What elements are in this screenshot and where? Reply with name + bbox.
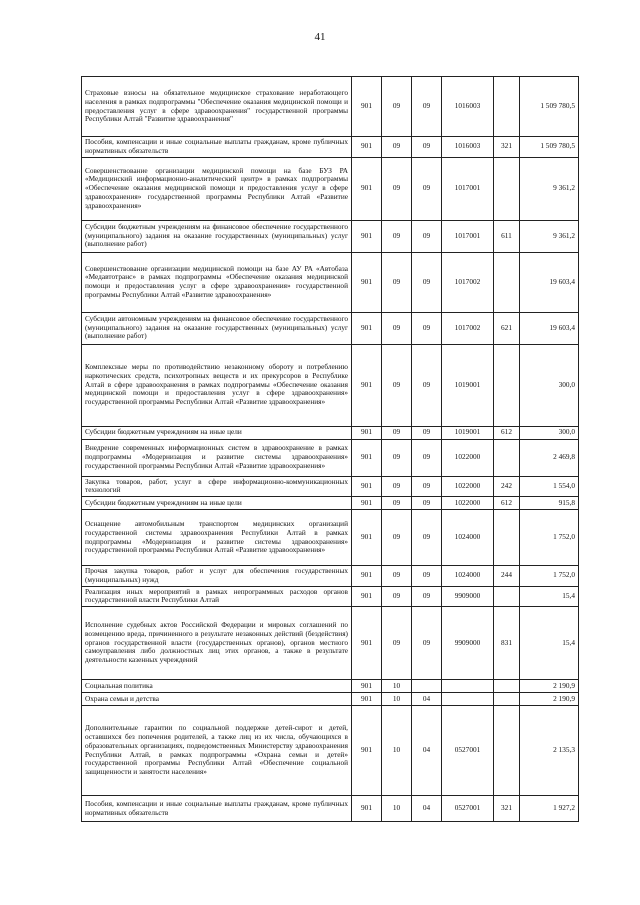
- section-code: 09: [382, 566, 412, 587]
- table-row: [82, 796, 579, 822]
- section-code: 09: [382, 220, 412, 252]
- target-article-code: 1016003: [442, 77, 494, 137]
- subsection-code: 09: [412, 312, 442, 344]
- department-code: 901: [352, 510, 382, 566]
- department-code: 901: [352, 796, 382, 822]
- department-code: 901: [352, 344, 382, 426]
- department-code: 901: [352, 607, 382, 680]
- target-article-code: 1017001: [442, 157, 494, 220]
- subsection-code: 09: [412, 510, 442, 566]
- target-article-code: [442, 693, 494, 706]
- section-code: 10: [382, 796, 412, 822]
- expense-description: Дополнительные гарантии по социальной поддержке детей-сирот и детей, оставшихся без попечения родителей, а также лиц из их числа, обучающихся в образовательных организациях, подведомственных Министерству здравоохранения Республики Алтай, в рамках подпрограммы «Охрана семьи и детей» государственной программы Республики Алтай «Обеспечение социальной защищенности и занятости населения»: [82, 706, 352, 796]
- section-code: 09: [382, 439, 412, 476]
- expense-description: Совершенствование организации медицинской помощи на базе БУЗ РА «Медицинский информационно-аналитический центр» в рамках подпрограммы «Обеспечение оказания медицинской помощи и предоставления услуг в сфере здравоохранения» государственной программы Республики Алтай «Развитие здравоохранения»: [82, 157, 352, 220]
- amount: 15,4: [520, 607, 579, 680]
- table-row: [82, 607, 579, 680]
- target-article-code: 9909000: [442, 607, 494, 680]
- section-code: 09: [382, 312, 412, 344]
- section-code: 09: [382, 510, 412, 566]
- table-row: [82, 137, 579, 158]
- section-code: 09: [382, 77, 412, 137]
- table-row: [82, 476, 579, 497]
- subsection-code: 04: [412, 706, 442, 796]
- expense-type-code: [494, 693, 520, 706]
- subsection-code: 09: [412, 426, 442, 439]
- expense-description: Пособия, компенсации и иные социальные выплаты гражданам, кроме публичных нормативных обязательств: [82, 137, 352, 158]
- section-code: 09: [382, 497, 412, 510]
- expense-type-code: [494, 157, 520, 220]
- expense-type-code: 321: [494, 796, 520, 822]
- expense-type-code: 242: [494, 476, 520, 497]
- expense-type-code: 611: [494, 220, 520, 252]
- section-code: 10: [382, 680, 412, 693]
- expense-description: Комплексные меры по противодействию незаконному обороту и потреблению наркотических средств, психотропных веществ и их прекурсоров в Республике Алтай в сфере здравоохранения в рамках подпрограммы «Обеспечение оказания медицинской помощи и предоставления услуг в сфере здравоохранения» государственной программы Республики Алтай «Развитие здравоохранения»: [82, 344, 352, 426]
- expense-type-code: [494, 680, 520, 693]
- subsection-code: 09: [412, 77, 442, 137]
- table-row: [82, 586, 579, 607]
- expense-type-code: 831: [494, 607, 520, 680]
- expense-description: Прочая закупка товаров, работ и услуг для обеспечения государственных (муниципальных) нужд: [82, 566, 352, 587]
- table-row: [82, 426, 579, 439]
- subsection-code: 09: [412, 220, 442, 252]
- target-article-code: 9909000: [442, 586, 494, 607]
- section-code: 09: [382, 344, 412, 426]
- department-code: 901: [352, 252, 382, 312]
- expense-type-code: [494, 439, 520, 476]
- subsection-code: 09: [412, 586, 442, 607]
- department-code: 901: [352, 220, 382, 252]
- target-article-code: 0527001: [442, 706, 494, 796]
- expense-type-code: 321: [494, 137, 520, 158]
- amount: 300,0: [520, 426, 579, 439]
- amount: 1 752,0: [520, 510, 579, 566]
- expense-type-code: 612: [494, 497, 520, 510]
- department-code: 901: [352, 137, 382, 158]
- subsection-code: 09: [412, 137, 442, 158]
- table-row: [82, 252, 579, 312]
- amount: 1 752,0: [520, 566, 579, 587]
- department-code: 901: [352, 706, 382, 796]
- table-body: [82, 77, 579, 822]
- target-article-code: 1019001: [442, 426, 494, 439]
- table-row: [82, 220, 579, 252]
- table-row: [82, 510, 579, 566]
- target-article-code: 1024000: [442, 566, 494, 587]
- table-row: [82, 77, 579, 137]
- target-article-code: 1017002: [442, 312, 494, 344]
- expense-description: Социальная политика: [82, 680, 352, 693]
- expense-description: Охрана семьи и детства: [82, 693, 352, 706]
- target-article-code: 1022000: [442, 439, 494, 476]
- target-article-code: 0527001: [442, 796, 494, 822]
- department-code: 901: [352, 680, 382, 693]
- amount: 2 190,9: [520, 693, 579, 706]
- amount: 2 469,8: [520, 439, 579, 476]
- section-code: 09: [382, 426, 412, 439]
- amount: 915,8: [520, 497, 579, 510]
- department-code: 901: [352, 312, 382, 344]
- department-code: 901: [352, 476, 382, 497]
- subsection-code: 09: [412, 439, 442, 476]
- expense-type-code: [494, 344, 520, 426]
- section-code: 09: [382, 476, 412, 497]
- section-code: 09: [382, 607, 412, 680]
- target-article-code: 1022000: [442, 476, 494, 497]
- expense-description: Субсидии автономным учреждениям на финансовое обеспечение государственного (муниципального) задания на оказание государственных (муниципальных) услуг (выполнение работ): [82, 312, 352, 344]
- target-article-code: 1017001: [442, 220, 494, 252]
- expense-type-code: 621: [494, 312, 520, 344]
- expense-description: Закупка товаров, работ, услуг в сфере информационно-коммуникационных технологий: [82, 476, 352, 497]
- table-row: [82, 312, 579, 344]
- amount: 9 361,2: [520, 157, 579, 220]
- page-number: 41: [314, 31, 326, 43]
- department-code: 901: [352, 439, 382, 476]
- expense-type-code: [494, 252, 520, 312]
- amount: 19 603,4: [520, 312, 579, 344]
- subsection-code: 04: [412, 796, 442, 822]
- expense-description: Внедрение современных информационных систем в здравоохранение в рамках подпрограммы «Модернизация и развитие системы здравоохранения» государственной программы Республики Алтай «Развитие здравоохранения»: [82, 439, 352, 476]
- target-article-code: 1019001: [442, 344, 494, 426]
- subsection-code: 09: [412, 252, 442, 312]
- expense-type-code: [494, 706, 520, 796]
- target-article-code: 1022000: [442, 497, 494, 510]
- subsection-code: 09: [412, 566, 442, 587]
- expense-description: Реализация иных мероприятий в рамках непрограммных расходов органов государственной власти Республики Алтай: [82, 586, 352, 607]
- expense-description: Совершенствование организации медицинской помощи на базе АУ РА «Автобаза «Медавтотранс» в рамках подпрограммы «Обеспечение оказания медицинской помощи и предоставления услуг в сфере здравоохранения» государственной программы Республики Алтай «Развитие здравоохранения»: [82, 252, 352, 312]
- department-code: 901: [352, 586, 382, 607]
- subsection-code: 09: [412, 497, 442, 510]
- table-row: [82, 706, 579, 796]
- expense-type-code: 612: [494, 426, 520, 439]
- department-code: 901: [352, 157, 382, 220]
- section-code: 09: [382, 157, 412, 220]
- subsection-code: 09: [412, 607, 442, 680]
- expense-description: Субсидии бюджетным учреждениям на иные цели: [82, 426, 352, 439]
- amount: 19 603,4: [520, 252, 579, 312]
- section-code: 09: [382, 137, 412, 158]
- table-row: [82, 344, 579, 426]
- section-code: 10: [382, 693, 412, 706]
- amount: 15,4: [520, 586, 579, 607]
- subsection-code: 09: [412, 476, 442, 497]
- expense-description: Субсидии бюджетным учреждениям на финансовое обеспечение государственного (муниципального) задания на оказание государственных (муниципальных) услуг (выполнение работ): [82, 220, 352, 252]
- amount: 1 509 780,5: [520, 77, 579, 137]
- amount: 300,0: [520, 344, 579, 426]
- target-article-code: 1017002: [442, 252, 494, 312]
- table-row: [82, 497, 579, 510]
- department-code: 901: [352, 77, 382, 137]
- section-code: 09: [382, 586, 412, 607]
- section-code: 10: [382, 706, 412, 796]
- expense-type-code: [494, 77, 520, 137]
- budget-table: [81, 76, 579, 822]
- expense-type-code: [494, 510, 520, 566]
- expense-description: Оснащение автомобильным транспортом медицинских организаций государственной системы здравоохранения Республики Алтай в рамках подпрограммы «Модернизация и развитие системы здравоохранения» государственной программы Республики Алтай «Развитие здравоохранения»: [82, 510, 352, 566]
- expense-description: Субсидии бюджетным учреждениям на иные цели: [82, 497, 352, 510]
- subsection-code: 04: [412, 693, 442, 706]
- department-code: 901: [352, 693, 382, 706]
- amount: 9 361,2: [520, 220, 579, 252]
- amount: 2 190,9: [520, 680, 579, 693]
- amount: 1 554,0: [520, 476, 579, 497]
- subsection-code: 09: [412, 344, 442, 426]
- amount: 1 927,2: [520, 796, 579, 822]
- subsection-code: [412, 680, 442, 693]
- expense-description: Страховые взносы на обязательное медицинское страхование неработающего населения в рамках подпрограммы "Обеспечение оказания медицинской помощи и предоставления услуг в сфере здравоохранения" государственной программы Республики Алтай "Развитие здравоохранения": [82, 77, 352, 137]
- expense-type-code: [494, 586, 520, 607]
- section-code: 09: [382, 252, 412, 312]
- amount: 2 135,3: [520, 706, 579, 796]
- target-article-code: 1016003: [442, 137, 494, 158]
- subsection-code: 09: [412, 157, 442, 220]
- table-row: [82, 439, 579, 476]
- target-article-code: [442, 680, 494, 693]
- table-row: [82, 566, 579, 587]
- department-code: 901: [352, 426, 382, 439]
- table-row: [82, 157, 579, 220]
- department-code: 901: [352, 566, 382, 587]
- table-row: [82, 680, 579, 693]
- table-row: [82, 693, 579, 706]
- target-article-code: 1024000: [442, 510, 494, 566]
- department-code: 901: [352, 497, 382, 510]
- expense-type-code: 244: [494, 566, 520, 587]
- expense-description: Пособия, компенсации и иные социальные выплаты гражданам, кроме публичных нормативных обязательств: [82, 796, 352, 822]
- expense-description: Исполнение судебных актов Российской Федерации и мировых соглашений по возмещению вреда, причиненного в результате незаконных действий (бездействия) органов государственной власти (государственных органов), органов местного самоуправления либо должностных лиц этих органов, а также в результате деятельности казенных учреждений: [82, 607, 352, 680]
- amount: 1 509 780,5: [520, 137, 579, 158]
